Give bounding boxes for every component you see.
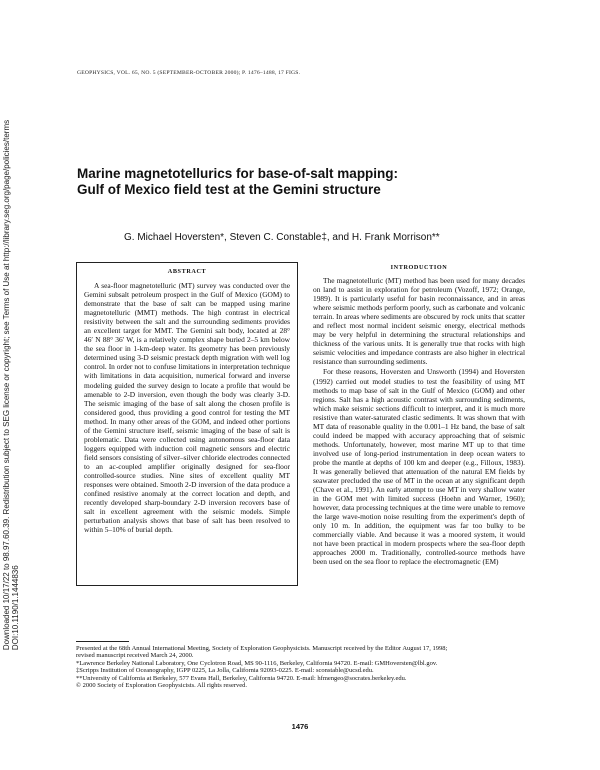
- abstract-box: [76, 262, 298, 586]
- abstract-text: A sea-floor magnetotelluric (MT) survey was conducted over the Gemini subsalt petroleum prospect in the Gulf of Mexico (GOM) to demonstrate that the base of salt can be mapped using marine magnetotelluric (MMT) methods. The high contrast in electrical resistivity between the salt and the surrounding sediments provides an excellent target for MMT. The Gemini salt body, located at 28° 46′ N 88° 36′ W, is a relatively complex shape buried 2–5 km below the sea floor in 1-km-deep water. Its geometry has been previously determined using 3-D seismic prestack depth migration with well log control. In order not to confuse limitations in interpretation technique with limitations in data acquisition, numerical forward and inverse modeling guided the survey design to locate a profile that would be amenable to 2-D inversion, even though the body was clearly 3-D. The seismic imaging of the base of salt along the chosen profile is considered good, thus providing a good control for testing the MT method. In many other areas of the GOM, and indeed other portions of the Gemini structure itself, seismic imaging of the base of salt is problematic. Data were collected using autonomous sea-floor data loggers equipped with induction coil magnetic sensors and electric field sensors consisting of silver–silver chloride electrodes connected to an ac-coupled amplifier originally designed for sea-floor controlled-source studies. Nine sites of excellent quality MT responses were obtained. Smooth 2-D inversion of the data produce a confined resistive anomaly at the correct location and depth, and recently developed sharp-boundary 2-D inversion recovers base of salt in excellent agreement with the seismic models. Simple perturbation analysis shows that base of salt has been resolved to within 5–10% of burial depth.: [84, 281, 290, 535]
- introduction-paragraph-2: For these reasons, Hoversten and Unsworth (1994) and Hoversten (1992) carried out model studies to test the feasibility of using MT methods to map base of salt in the Gulf of Mexico (GOM) and other regions. Salt has a high acoustic contrast with surrounding sediments, which make seismic sections difficult to interpret, and it is much more resistive than water-saturated clastic sediments. It was shown that with MT data of reasonable quality in the 0.001–1 Hz band, the base of salt could indeed be mapped with accuracy approaching that of seismic methods. Unfortunately, however, most marine MT up to that time involved use of long-period instrumentation in deep ocean waters to probe the mantle at depths of 100 km and deeper (e.g., Filloux, 1983). It was generally believed that attenuation of the natural EM fields by seawater precluded the use of MT in the ocean at any significant depth (Chave et al., 1991). An early attempt to use MT in very shallow water in the GOM met with limited success (Hoehn and Warner, 1960); however, data processing techniques at the time were unable to remove the large wave-motion noise resulting from the experiment's depth of only 10 m. In addition, the equipment was far too bulky to be commercially viable. And because it was a moored system, it would not have been practical in modern prospects where the sea-floor depth approaches 2000 m. Traditionally, controlled-source methods have been used on the sea floor to replace the electromagnetic (EM): [313, 367, 525, 567]
- abstract-heading: ABSTRACT: [167, 268, 207, 275]
- page-number: 1476: [291, 722, 309, 731]
- footnote-revised: revised manuscript received March 24, 2000.: [76, 652, 194, 660]
- side-margin-note: [0, 0, 22, 770]
- footnotes: [76, 645, 532, 689]
- footnote-presented: Presented at the 68th Annual International Meeting, Society of Exploration Geophysicists. Manuscript received by the Editor August 17, 1998;: [76, 645, 448, 652]
- footnote-copyright: © 2000 Society of Exploration Geophysicists. All rights reserved.: [76, 682, 248, 690]
- title-line-2: Gulf of Mexico field test at the Gemini structure: [77, 182, 381, 197]
- doi-line: DOI:10.1190/1.1444836: [11, 565, 20, 651]
- introduction-paragraph-1: The magnetotelluric (MT) method has been used for many decades on land to assist in exploration for petroleum (Vozoff, 1972; Orange, 1989). It is particularly useful for basin reconnaissance, and in areas where seismic methods perform poorly, such as carbonate and volcanic terrain. In areas where sediments are obscured by rock units that scatter and reflect most normal incident seismic energy, electrical methods may be very helpful in determining the structural relationships and thickness of the various units. It is generally true that rocks with high seismic velocities and impedance contrasts are also higher in electrical resistance than surrounding sediments.: [313, 276, 525, 367]
- paper-title: [77, 166, 517, 198]
- journal-citation: GEOPHYSICS, VOL. 65, NO. 5 (SEPTEMBER-OCTOBER 2000); P. 1476–1488, 17 FIGS.: [77, 70, 301, 76]
- title-line-1: Marine magnetotellurics for base-of-salt mapping:: [77, 166, 399, 181]
- footnote-divider: [76, 641, 129, 642]
- footnote-author-3: **University of California at Berkeley, 577 Evans Hall, Berkeley, California 94720. E-mail: hfmengeo@socrates.berkeley.edu.: [76, 674, 407, 682]
- footnote-author-1: *Lawrence Berkeley National Laboratory, One Cyclotron Road, MS 90-1116, Berkeley, California 94720. E-mail: GMHoversten@lbl.gov.: [76, 659, 438, 667]
- download-notice: [2, 120, 20, 650]
- introduction-heading: INTRODUCTION: [390, 264, 448, 271]
- introduction-column: [313, 264, 525, 567]
- download-notice-line: Downloaded 10/17/22 to 98.97.60.39. Redistribution subject to SEG license or copyright; see Terms of Use at http://library.seg.org/page/policies/terms: [2, 119, 11, 651]
- footnote-author-2: ‡Scripps Institution of Oceanography, IGPP 0225, La Jolla, California 92093-0225. E-mail: sconstable@ucsd.edu.: [76, 667, 374, 675]
- author-list: G. Michael Hoversten*, Steven C. Constable‡, and H. Frank Morrison**: [124, 232, 440, 243]
